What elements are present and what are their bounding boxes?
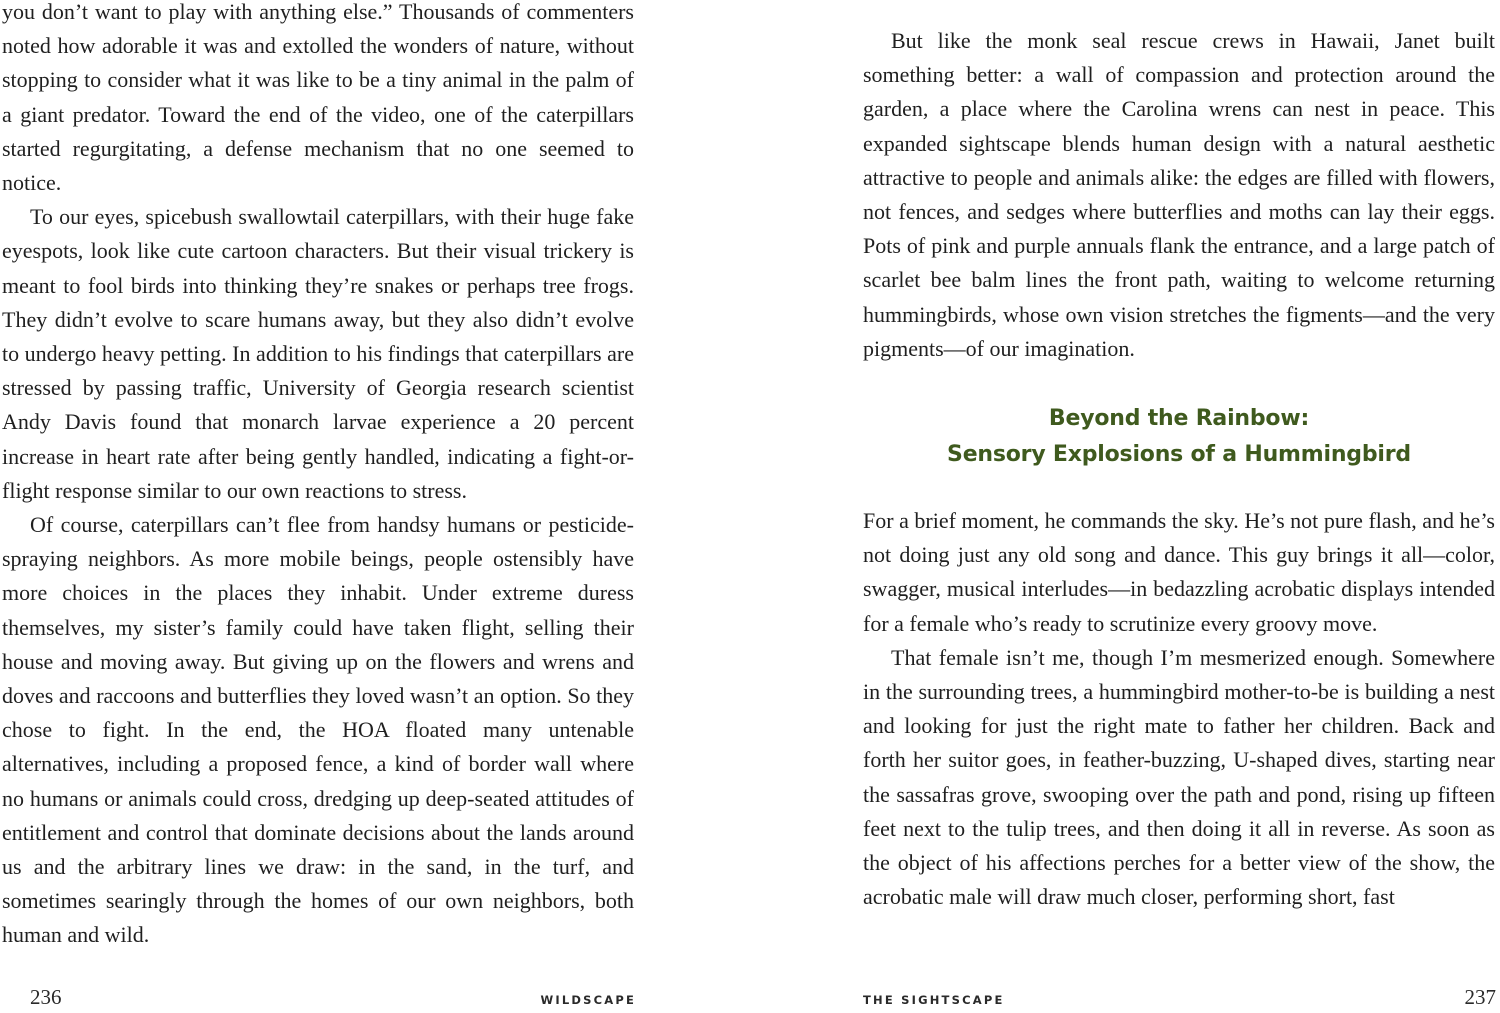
right-page — [863, 0, 1500, 1013]
section-heading-line: Sensory Explosions of a Hummingbird — [947, 442, 1411, 467]
section-heading — [863, 401, 1495, 473]
paragraph: That female isn’t me, though I’m mesmerized enough. Somewhere in the surrounding trees, a hummingbird mother-to-be is building a nest and looking for just the right mate to father her children. Back and forth her suitor goes, in feather-buzzing, U-shaped dives, starting near the sassafras grove, swooping over the path and pond, rising up fifteen feet next to the tulip trees, and then doing it all in reverse. As soon as the object of his affections perches for a better view of the show, the acrobatic male will draw much closer, performing short, fast — [863, 644, 1495, 910]
right-opening-text — [863, 24, 1495, 366]
paragraph: But like the monk seal rescue crews in Hawaii, Janet built something better: a wall of compassion and protection around the garden, a place where the Carolina wrens can nest in peace. This expanded sightscape blends human design with a natural aesthetic attractive to people and animals alike: the edges are filled with flowers, not fences, and sedges where butterflies and moths can lay their eggs. Pots of pink and purple annuals flank the entrance, and a large patch of scarlet bee balm lines the front path, waiting to welcome returning hummingbirds, whose own vision stretches the figments—and the very pigments—of our imagination. — [863, 28, 1495, 361]
running-head: WILDSCAPE — [540, 993, 636, 1007]
paragraph: Of course, caterpillars can’t flee from handsy humans or pesticide-spraying neighbors. As more mobile beings, people ostensibly have more choices in the places they inhabit. Under extreme duress themselves, my sister’s family could have taken flight, selling their house and moving away. But giving up on the flowers and wrens and doves and raccoons and butterflies they loved wasn’t an option. So they chose to fight. In the end, the HOA floated many untenable alternatives, including a proposed fence, a kind of border wall where no humans or animals could cross, dredging up deep-seated attitudes of entitlement and control that dominate decisions about the lands around us and the arbitrary lines we draw: in the sand, in the turf, and sometimes searingly through the homes of our own neighbors, both human and wild. — [2, 512, 634, 948]
section-heading-line: Beyond the Rainbow: — [1048, 406, 1310, 431]
page-number: 237 — [1464, 985, 1496, 1009]
right-section-text — [863, 504, 1495, 914]
page-number: 236 — [30, 985, 62, 1009]
running-head: THE SIGHTSCAPE — [863, 993, 1005, 1007]
left-body-text — [2, 0, 634, 953]
paragraph: you don’t want to play with anything else.” Thousands of commenters noted how adorable it was and extolled the wonders of nature, without stopping to consider what it was like to be a tiny animal in the palm of a giant predator. Toward the end of the video, one of the caterpillars started regurgitating, a defense mechanism that no one seemed to notice. — [2, 0, 634, 196]
left-page — [0, 0, 640, 1013]
paragraph: To our eyes, spicebush swallowtail caterpillars, with their huge fake eyespots, look like cute cartoon characters. But their visual trickery is meant to fool birds into thinking they’re snakes or perhaps tree frogs. They didn’t evolve to scare humans away, but they also didn’t evolve to undergo heavy petting. In addition to his findings that caterpillars are stressed by passing traffic, University of Georgia research scientist Andy Davis found that monarch larvae experience a 20 percent increase in heart rate after being gently handled, indicating a fight-or-flight response similar to our own reactions to stress. — [2, 204, 634, 503]
paragraph: For a brief moment, he commands the sky. He’s not pure flash, and he’s not doing just any old song and dance. This guy brings it all—color, swagger, musical interludes—in bedazzling acrobatic displays intended for a female who’s ready to scrutinize every groovy move. — [863, 508, 1495, 636]
